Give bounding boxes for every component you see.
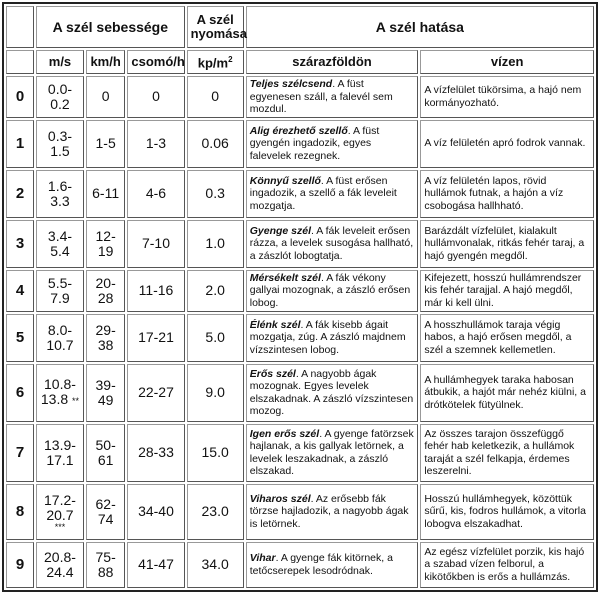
kmh-to: 38 bbox=[97, 336, 114, 353]
pressure-cell: 23.0 bbox=[187, 484, 244, 540]
kmh-value: 1-5 bbox=[95, 135, 116, 151]
speed-ms-cell bbox=[36, 364, 84, 422]
header-pressure-group bbox=[187, 6, 247, 48]
beaufort-force-cell: 7 bbox=[6, 424, 34, 482]
water-effect-cell: A víz felületén lapos, rövid hullámok futnak, a hajón a víz csobogása hallhható. bbox=[420, 170, 594, 218]
pressure-cell: 0.06 bbox=[187, 120, 244, 168]
speed-ms-cell bbox=[36, 120, 84, 168]
water-effect-cell: A hosszhullámok taraja végig habos, a hajó erősen megdől, a szél a szemnek kellemetlen. bbox=[420, 314, 594, 362]
land-effect-text: . Az erősebb fák törzse hajladozik, a nagyobb ágak is letörnek. bbox=[249, 492, 409, 530]
ms-from: 5.5- bbox=[47, 274, 73, 291]
kmh-from: 62- bbox=[95, 495, 116, 512]
kmh-value: 0 bbox=[101, 88, 110, 105]
land-effect-text: . A fák kisebb ágait mozgatja, zúg. A zászló majdnem vízszintesen lobog. bbox=[249, 318, 406, 356]
land-effect-text: . A gyenge fák kitörnek, a tetőcserepek lesodródnak. bbox=[249, 552, 393, 577]
water-effect-cell: Az összes tarajon összefüggő fehér hab keletkezik, a hullámok taraját a szél felkapja, érdemes leszerelni. bbox=[420, 424, 594, 482]
ms-from: 1.6- bbox=[47, 177, 73, 194]
water-effect-cell: Kifejezett, hosszú hullámrendszer kis fehér tarajjal. A hajó megdől, már ki kell ülni. bbox=[420, 270, 594, 312]
speed-ms-cell bbox=[36, 484, 84, 540]
speed-ms-cell bbox=[36, 542, 84, 588]
wind-name: Mérsékelt szél bbox=[249, 271, 321, 284]
header-blank-corner bbox=[6, 6, 34, 48]
pressure-cell: 5.0 bbox=[187, 314, 244, 362]
header-col-knots: csomó/h bbox=[127, 50, 184, 74]
kmh-to: 19 bbox=[97, 242, 114, 259]
kmh-from: 50- bbox=[95, 436, 116, 453]
kmh-to: 61 bbox=[97, 451, 114, 468]
ms-from: 13.9- bbox=[44, 436, 76, 453]
ms-from: 3.4- bbox=[47, 227, 73, 244]
land-effect-text: . A füst gyengén ingadozik, egyes falevelek rezegnek. bbox=[249, 124, 380, 162]
speed-knots-cell: 41-47 bbox=[127, 542, 184, 588]
speed-knots-cell: 4-6 bbox=[127, 170, 184, 218]
land-effect-text: . A gyenge fatörzsek hajlanak, a kis gallyak letörnek, a levelek leszakadnak, a zászló elszakad. bbox=[249, 427, 414, 477]
water-effect-cell: A hullámhegyek taraka habosan átbukik, a hajót már nehéz kiülni, a drótkötelek fütyülnek. bbox=[420, 364, 594, 422]
header-col-pressure-base: kp/m bbox=[197, 55, 229, 71]
beaufort-force-cell: 0 bbox=[6, 76, 34, 118]
speed-knots-cell: 17-21 bbox=[127, 314, 184, 362]
pressure-cell: 2.0 bbox=[187, 270, 244, 312]
table-row bbox=[6, 484, 594, 540]
header-speed-group: A szél sebessége bbox=[36, 6, 185, 48]
wind-name: Gyenge szél bbox=[249, 224, 312, 237]
header-col-water: vízen bbox=[420, 50, 594, 74]
kmh-to: 49 bbox=[97, 391, 114, 408]
table-row bbox=[6, 270, 594, 312]
speed-ms-cell bbox=[36, 314, 84, 362]
header-col-ms: m/s bbox=[36, 50, 84, 74]
land-effect-cell bbox=[246, 270, 419, 312]
ms-from: 8.0- bbox=[47, 321, 73, 338]
wind-name: Erős szél bbox=[249, 367, 296, 380]
land-effect-cell bbox=[246, 220, 419, 268]
header-pressure-line1: A szél bbox=[196, 12, 234, 27]
beaufort-force-cell: 3 bbox=[6, 220, 34, 268]
speed-kmh-cell bbox=[86, 170, 126, 218]
speed-kmh-cell bbox=[86, 76, 126, 118]
ms-footnote-mark: *** bbox=[54, 521, 66, 532]
land-effect-text: . A füst egyenesen száll, a falevél sem mozdul. bbox=[249, 78, 393, 115]
table-row bbox=[6, 220, 594, 268]
ms-to: 5.4 bbox=[50, 242, 70, 259]
table-body bbox=[6, 76, 594, 588]
speed-kmh-cell bbox=[86, 364, 126, 422]
ms-to: 0.2 bbox=[50, 95, 70, 112]
pressure-cell: 9.0 bbox=[187, 364, 244, 422]
speed-ms-cell bbox=[36, 220, 84, 268]
water-effect-cell: Hosszú hullámhegyek, közöttük sűrű, kis, fodros hullámok, a vitorla lobogva elszakadhat. bbox=[420, 484, 594, 540]
header-row-groups bbox=[6, 6, 594, 48]
land-effect-cell bbox=[246, 76, 419, 118]
header-effect-group: A szél hatása bbox=[246, 6, 594, 48]
ms-to: 24.4 bbox=[46, 563, 74, 580]
speed-kmh-cell bbox=[86, 314, 126, 362]
speed-kmh-cell bbox=[86, 270, 126, 312]
land-effect-text: . A fák leveleit erősen rázza, a levelek susogása hallható, a zászlót lobogtatja. bbox=[249, 224, 414, 262]
kmh-to: 28 bbox=[97, 289, 114, 306]
table-row bbox=[6, 424, 594, 482]
wind-name: Alig érezhető szellő bbox=[249, 124, 348, 137]
kmh-from: 12- bbox=[95, 227, 116, 244]
kmh-from: 29- bbox=[95, 321, 116, 338]
land-effect-cell bbox=[246, 484, 419, 540]
kmh-to: 88 bbox=[97, 563, 114, 580]
ms-from: 0.3- bbox=[47, 127, 73, 144]
speed-knots-cell: 7-10 bbox=[127, 220, 184, 268]
wind-name: Viharos szél bbox=[249, 492, 311, 505]
wind-name: Igen erős szél bbox=[249, 427, 320, 440]
table-row bbox=[6, 314, 594, 362]
speed-knots-cell: 0 bbox=[127, 76, 184, 118]
kmh-value: 6-11 bbox=[92, 185, 120, 201]
speed-knots-cell: 11-16 bbox=[127, 270, 184, 312]
ms-to: 3.3 bbox=[50, 192, 70, 209]
ms-to: 1.5 bbox=[50, 142, 70, 159]
ms-to: 17.1 bbox=[46, 451, 74, 468]
beaufort-scale-document bbox=[2, 2, 598, 592]
speed-kmh-cell bbox=[86, 120, 126, 168]
header-col-kmh: km/h bbox=[86, 50, 126, 74]
beaufort-force-cell: 4 bbox=[6, 270, 34, 312]
header-col-pressure-sup: 2 bbox=[228, 55, 233, 65]
speed-ms-cell bbox=[36, 76, 84, 118]
ms-from: 0.0- bbox=[47, 80, 73, 97]
speed-kmh-cell bbox=[86, 484, 126, 540]
table-row bbox=[6, 170, 594, 218]
ms-footnote-mark: ** bbox=[72, 395, 80, 406]
ms-from: 17.2- bbox=[44, 491, 76, 508]
land-effect-cell bbox=[246, 364, 419, 422]
table-row bbox=[6, 364, 594, 422]
water-effect-cell: A víz felületén apró fodrok vannak. bbox=[420, 120, 594, 168]
beaufort-force-cell: 6 bbox=[6, 364, 34, 422]
kmh-from: 75- bbox=[95, 548, 116, 565]
table-row bbox=[6, 120, 594, 168]
speed-knots-cell: 28-33 bbox=[127, 424, 184, 482]
speed-knots-cell: 1-3 bbox=[127, 120, 184, 168]
land-effect-text: . A füst erősen ingadozik, a szellő a fák leveleit mozgatja. bbox=[249, 174, 397, 212]
wind-name: Élénk szél bbox=[249, 318, 301, 331]
header-col-land: szárazföldön bbox=[246, 50, 419, 74]
land-effect-text: . A nagyobb ágak mozognak. Egyes levelek elszakadnak. A zászló vízszintesen mozog. bbox=[249, 367, 414, 417]
speed-kmh-cell bbox=[86, 424, 126, 482]
land-effect-cell bbox=[246, 170, 419, 218]
wind-name: Könnyű szellő bbox=[249, 174, 321, 187]
pressure-cell: 15.0 bbox=[187, 424, 244, 482]
speed-ms-cell bbox=[36, 424, 84, 482]
table-row bbox=[6, 76, 594, 118]
speed-knots-cell: 34-40 bbox=[127, 484, 184, 540]
kmh-from: 20- bbox=[95, 274, 116, 291]
speed-ms-cell bbox=[36, 270, 84, 312]
land-effect-text: . A fák vékony gallyai mozognak, a zászló erősen lobog. bbox=[249, 271, 411, 309]
ms-to: 20.7 bbox=[46, 506, 74, 523]
water-effect-cell: Az egész vízfelület porzik, kis hajó a szabad vízen felborul, a kikötőkben is erős a hullámzás. bbox=[420, 542, 594, 588]
ms-to: 10.7 bbox=[46, 336, 74, 353]
header-blank-force bbox=[6, 50, 34, 74]
water-effect-cell: Barázdált vízfelület, kialakult hullámvonalak, ritkás fehér taraj, a hajó gyengén megdől. bbox=[420, 220, 594, 268]
beaufort-force-cell: 8 bbox=[6, 484, 34, 540]
header-col-pressure bbox=[187, 50, 244, 74]
header-pressure-line2: nyomása bbox=[190, 26, 247, 41]
speed-kmh-cell bbox=[86, 542, 126, 588]
speed-knots-cell: 22-27 bbox=[127, 364, 184, 422]
header-row-units bbox=[6, 50, 594, 74]
kmh-from: 39- bbox=[95, 376, 116, 393]
wind-name: Vihar bbox=[249, 552, 276, 564]
ms-to: 7.9 bbox=[50, 289, 70, 306]
land-effect-cell bbox=[246, 424, 419, 482]
pressure-cell: 34.0 bbox=[187, 542, 244, 588]
speed-ms-cell bbox=[36, 170, 84, 218]
pressure-cell: 0.3 bbox=[187, 170, 244, 218]
speed-kmh-cell bbox=[86, 220, 126, 268]
beaufort-force-cell: 9 bbox=[6, 542, 34, 588]
beaufort-force-cell: 1 bbox=[6, 120, 34, 168]
ms-from: 20.8- bbox=[44, 548, 76, 565]
pressure-cell: 1.0 bbox=[187, 220, 244, 268]
pressure-cell: 0 bbox=[187, 76, 244, 118]
land-effect-cell bbox=[246, 120, 419, 168]
beaufort-force-cell: 2 bbox=[6, 170, 34, 218]
wind-name: Teljes szélcsend bbox=[249, 78, 333, 90]
ms-to: 13.8 bbox=[40, 390, 69, 407]
water-effect-cell: A vízfelület tükörsima, a hajó nem kormányozható. bbox=[420, 76, 594, 118]
beaufort-table bbox=[2, 2, 598, 592]
land-effect-cell bbox=[246, 542, 419, 588]
beaufort-force-cell: 5 bbox=[6, 314, 34, 362]
kmh-to: 74 bbox=[97, 510, 114, 527]
ms-from: 10.8- bbox=[44, 375, 76, 392]
land-effect-cell bbox=[246, 314, 419, 362]
table-row bbox=[6, 542, 594, 588]
